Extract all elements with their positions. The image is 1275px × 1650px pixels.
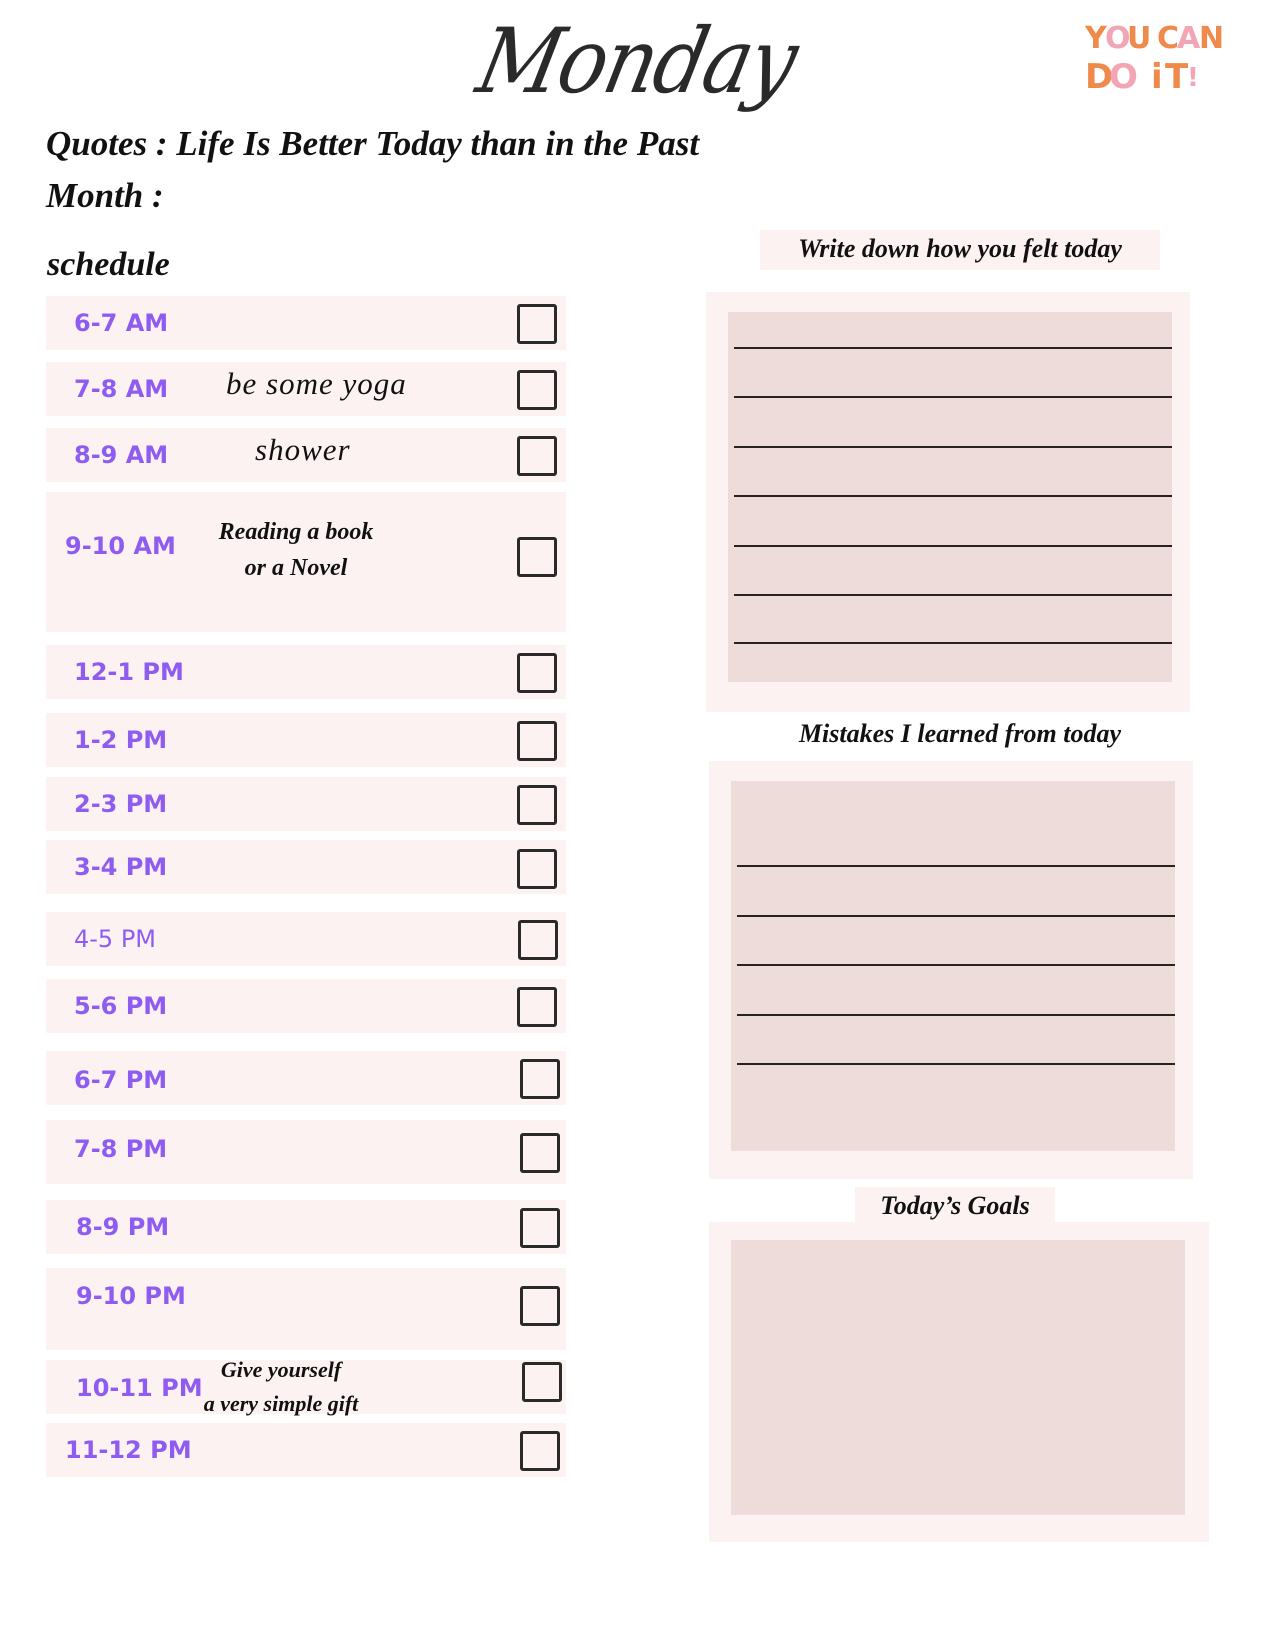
writing-line <box>734 545 1172 547</box>
writing-line <box>737 964 1175 966</box>
schedule-row <box>46 1423 566 1477</box>
slot-note-line: or a Novel <box>244 555 348 581</box>
schedule-row <box>46 912 566 966</box>
slot-checkbox[interactable] <box>520 1059 560 1099</box>
writing-line <box>734 495 1172 497</box>
slot-time: 9-10 PM <box>76 1282 186 1310</box>
slot-time: 7-8 AM <box>74 375 169 403</box>
svg-text:Y: Y <box>1085 21 1107 56</box>
svg-text:T: T <box>1165 57 1189 97</box>
schedule-row <box>46 1357 566 1416</box>
slot-checkbox[interactable] <box>517 849 557 889</box>
feelings-panel <box>706 292 1190 712</box>
slot-time: 1-2 PM <box>74 726 168 754</box>
schedule-row <box>46 362 566 416</box>
writing-line <box>737 1063 1175 1065</box>
schedule-row <box>46 1268 566 1350</box>
feelings-title: Write down how you felt today <box>760 230 1160 270</box>
goals-writing-area[interactable] <box>731 1240 1185 1515</box>
writing-line <box>734 594 1172 596</box>
slot-checkbox[interactable] <box>522 1362 562 1402</box>
slot-checkbox[interactable] <box>517 653 557 693</box>
svg-text:i: i <box>1151 57 1163 97</box>
schedule-row <box>46 713 566 767</box>
schedule-row <box>46 492 566 632</box>
slot-checkbox[interactable] <box>518 920 558 960</box>
slot-note: be some yoga <box>226 366 407 401</box>
svg-text:O: O <box>1105 21 1131 56</box>
svg-text:N: N <box>1199 21 1225 56</box>
writing-line <box>737 915 1175 917</box>
slot-note-line: a very simple gift <box>203 1391 359 1416</box>
writing-line <box>734 642 1172 644</box>
schedule-row <box>46 1051 566 1105</box>
slot-note <box>181 1353 381 1421</box>
slot-time: 11-12 PM <box>65 1436 192 1464</box>
slot-checkbox[interactable] <box>517 785 557 825</box>
writing-line <box>737 1014 1175 1016</box>
slot-time: 9-10 AM <box>65 532 176 560</box>
slot-time: 8-9 PM <box>76 1213 170 1241</box>
mistakes-title: Mistakes I learned from today <box>798 719 1122 748</box>
slot-checkbox[interactable] <box>517 987 557 1027</box>
slot-time: 5-6 PM <box>74 992 168 1020</box>
slot-time: 2-3 PM <box>74 790 168 818</box>
slot-time: 3-4 PM <box>74 853 168 881</box>
goals-title: Today’s Goals <box>855 1187 1055 1227</box>
schedule-row <box>46 645 566 699</box>
slot-note: shower <box>255 432 351 467</box>
schedule-row <box>46 1200 566 1254</box>
writing-line <box>734 396 1172 398</box>
svg-text:!: ! <box>1187 63 1199 93</box>
svg-text:C: C <box>1157 21 1180 56</box>
writing-line <box>734 347 1172 349</box>
month-field: Month : <box>46 176 164 215</box>
svg-text:O: O <box>1109 57 1138 97</box>
svg-text:U: U <box>1127 21 1152 56</box>
goals-panel <box>709 1222 1209 1542</box>
slot-checkbox[interactable] <box>517 304 557 344</box>
slot-time: 12-1 PM <box>74 658 184 686</box>
slot-time: 6-7 PM <box>74 1066 168 1094</box>
schedule-row <box>46 979 566 1033</box>
slot-time: 7-8 PM <box>74 1135 168 1163</box>
schedule-row <box>46 840 566 894</box>
schedule-row <box>46 296 566 350</box>
writing-line <box>734 446 1172 448</box>
slot-checkbox[interactable] <box>520 1133 560 1173</box>
slot-note-line: Give yourself <box>220 1357 342 1382</box>
schedule-row <box>46 428 566 482</box>
writing-line <box>737 865 1175 867</box>
slot-checkbox[interactable] <box>520 1431 560 1471</box>
schedule-row <box>46 1120 566 1184</box>
slot-note-line: Reading a book <box>218 519 374 545</box>
slot-checkbox[interactable] <box>520 1208 560 1248</box>
slot-time: 10-11 PM <box>76 1374 203 1402</box>
you-can-do-it-logo <box>1085 20 1225 100</box>
slot-checkbox[interactable] <box>517 537 557 577</box>
slot-checkbox[interactable] <box>520 1286 560 1326</box>
slot-checkbox[interactable] <box>517 721 557 761</box>
feelings-writing-area[interactable] <box>728 312 1172 682</box>
slot-note <box>206 514 386 586</box>
slot-time: 8-9 AM <box>74 441 169 469</box>
svg-text:A: A <box>1177 21 1201 56</box>
quote-line: Quotes : Life Is Better Today than in the Past <box>46 124 700 163</box>
slot-checkbox[interactable] <box>517 436 557 476</box>
slot-time: 4-5 PM <box>74 925 157 953</box>
slot-time: 6-7 AM <box>74 309 169 337</box>
schedule-row <box>46 777 566 831</box>
schedule-heading: schedule <box>47 246 170 283</box>
page-title: Monday <box>469 9 805 114</box>
mistakes-panel <box>709 761 1193 1179</box>
mistakes-writing-area[interactable] <box>731 781 1175 1151</box>
slot-checkbox[interactable] <box>517 370 557 410</box>
svg-text:D: D <box>1085 57 1114 97</box>
